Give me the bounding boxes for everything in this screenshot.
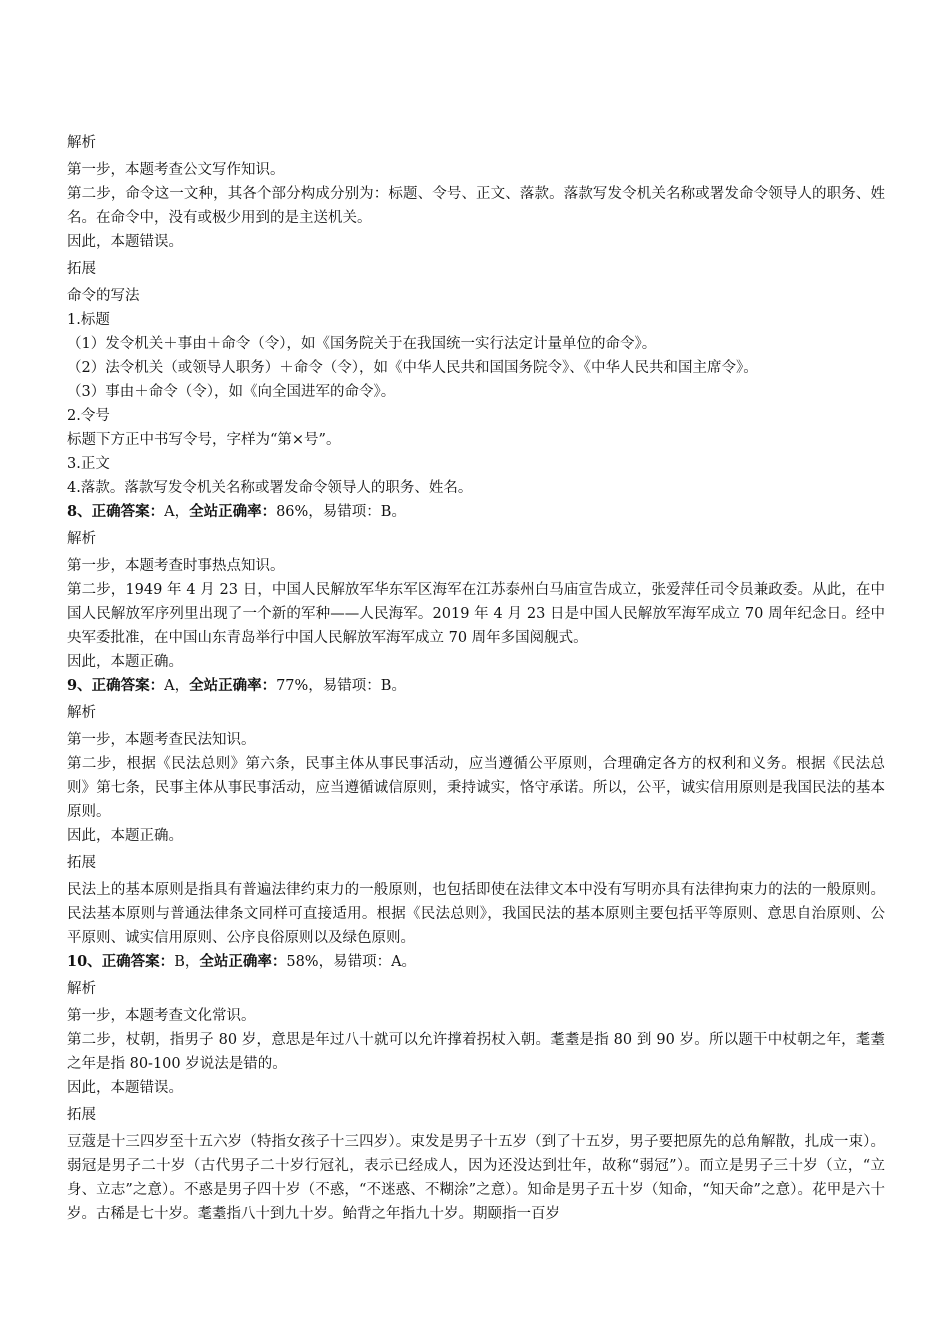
extension-text: 豆蔻是十三四岁至十五六岁（特指女孩子十三四岁）。束发是男子十五岁（到了十五岁，男子要把原先的总角解散，扎成一束）。弱冠是男子二十岁（古代男子二十岁行冠礼，表示已经成人，因为还没达到壮年，故称“弱冠”）。而立是男子三十岁（立，“立身、立志”之意）。不惑是男子四十岁（不惑，“不迷惑、不糊涂”之意）。知命是男子五十岁（知命，“知天命”之意）。花甲是六十岁。古稀是七十岁。耄耋指八十到九十岁。鲐背之年指九十岁。期颐指一百岁 [67,1134,885,1222]
rate-label: 全站正确率： [199,953,287,970]
extension-item: 3.正文 [67,456,110,472]
rate-label: 全站正确率： [189,677,277,694]
analysis-conclusion: 因此，本题正确。 [67,654,183,670]
answer-label: 正确答案： [101,953,175,970]
extension-label: 拓展 [67,1107,96,1123]
analysis-conclusion: 因此，本题错误。 [67,234,183,250]
extension-item: 4.落款。落款写发令机关名称或署发命令领导人的职务、姓名。 [67,480,473,496]
analysis-step-1: 第一步，本题考查时事热点知识。 [67,558,285,574]
analysis-conclusion: 因此，本题错误。 [67,1080,183,1096]
analysis-step-2: 第二步，命令这一文种，其各个部分构成分别为：标题、令号、正文、落款。落款写发令机关名称或署发命令领导人的职务、姓名。在命令中，没有或极少用到的是主送机关。 [67,186,885,226]
document-page [67,131,885,1226]
question-number: 9、 [67,677,92,694]
analysis-label: 解析 [67,705,96,721]
analysis-label: 解析 [67,981,96,997]
analysis-step-1: 第一步，本题考查公文写作知识。 [67,162,285,178]
question-number: 8、 [67,503,92,520]
analysis-step-1: 第一步，本题考查民法知识。 [67,732,256,748]
answer-value: A， [164,678,190,694]
extension-label: 拓展 [67,855,96,871]
extension-item: （1）发令机关＋事由＋命令（令），如《国务院关于在我国统一实行法定计量单位的命令》。 [67,336,657,352]
question-7-section [67,131,885,500]
answer-value: A， [164,504,190,520]
analysis-step-2: 第二步，根据《民法总则》第六条，民事主体从事民事活动，应当遵循公平原则，合理确定各方的权利和义务。根据《民法总则》第七条，民事主体从事民事活动，应当遵循诚信原则，秉持诚实，恪守承诺。所以，公平，诚实信用原则是我国民法的基本原则。 [67,756,885,820]
answer-header [67,950,885,974]
extension-item: 标题下方正中书写令号，字样为“第×号”。 [67,432,341,448]
analysis-step-1: 第一步，本题考查文化常识。 [67,1008,256,1024]
rate-value: 77%，易错项：B。 [276,678,406,694]
analysis-conclusion: 因此，本题正确。 [67,828,183,844]
extension-item: 1.标题 [67,312,110,328]
answer-header [67,674,885,698]
answer-value: B， [174,954,200,970]
answer-label: 正确答案： [91,677,165,694]
extension-text: 民法上的基本原则是指具有普遍法律约束力的一般原则，也包括即使在法律文本中没有写明亦具有法律拘束力的法的一般原则。民法基本原则与普通法律条文同样可直接适用。根据《民法总则》，我国民法的基本原则主要包括平等原则、意思自治原则、公平原则、诚实信用原则、公序良俗原则以及绿色原则。 [67,882,885,946]
analysis-step-2: 第二步，1949 年 4 月 23 日，中国人民解放军华东军区海军在江苏泰州白马庙宣告成立，张爱萍任司令员兼政委。从此，在中国人民解放军序列里出现了一个新的军种——人民海军。2019 年 4 月 23 日是中国人民解放军海军成立 70 周年纪念日。经中央军委批准，在中国山东青岛举行中国人民解放军海军成立 70 周年多国阅舰式。 [67,582,885,646]
answer-label: 正确答案： [91,503,165,520]
rate-label: 全站正确率： [189,503,277,520]
question-8-section [67,500,885,674]
question-number: 10、 [67,953,102,970]
analysis-step-2: 第二步，杖朝，指男子 80 岁，意思是年过八十就可以允许撑着拐杖入朝。耄耋是指 80 到 90 岁。所以题干中杖朝之年，耄耋之年是指 80-100 岁说法是错的。 [67,1032,885,1072]
extension-item: 2.令号 [67,408,110,424]
rate-value: 86%，易错项：B。 [276,504,406,520]
extension-item: （3）事由＋命令（令），如《向全国进军的命令》。 [67,384,396,400]
analysis-label: 解析 [67,531,96,547]
question-9-section [67,674,885,950]
answer-header [67,500,885,524]
analysis-label: 解析 [67,135,96,151]
rate-value: 58%，易错项：A。 [286,954,417,970]
extension-item: （2）法令机关（或领导人职务）＋命令（令），如《中华人民共和国国务院令》、《中华人民共和国主席令》。 [67,360,758,376]
extension-title: 命令的写法 [67,288,140,304]
question-10-section [67,950,885,1226]
extension-label: 拓展 [67,261,96,277]
